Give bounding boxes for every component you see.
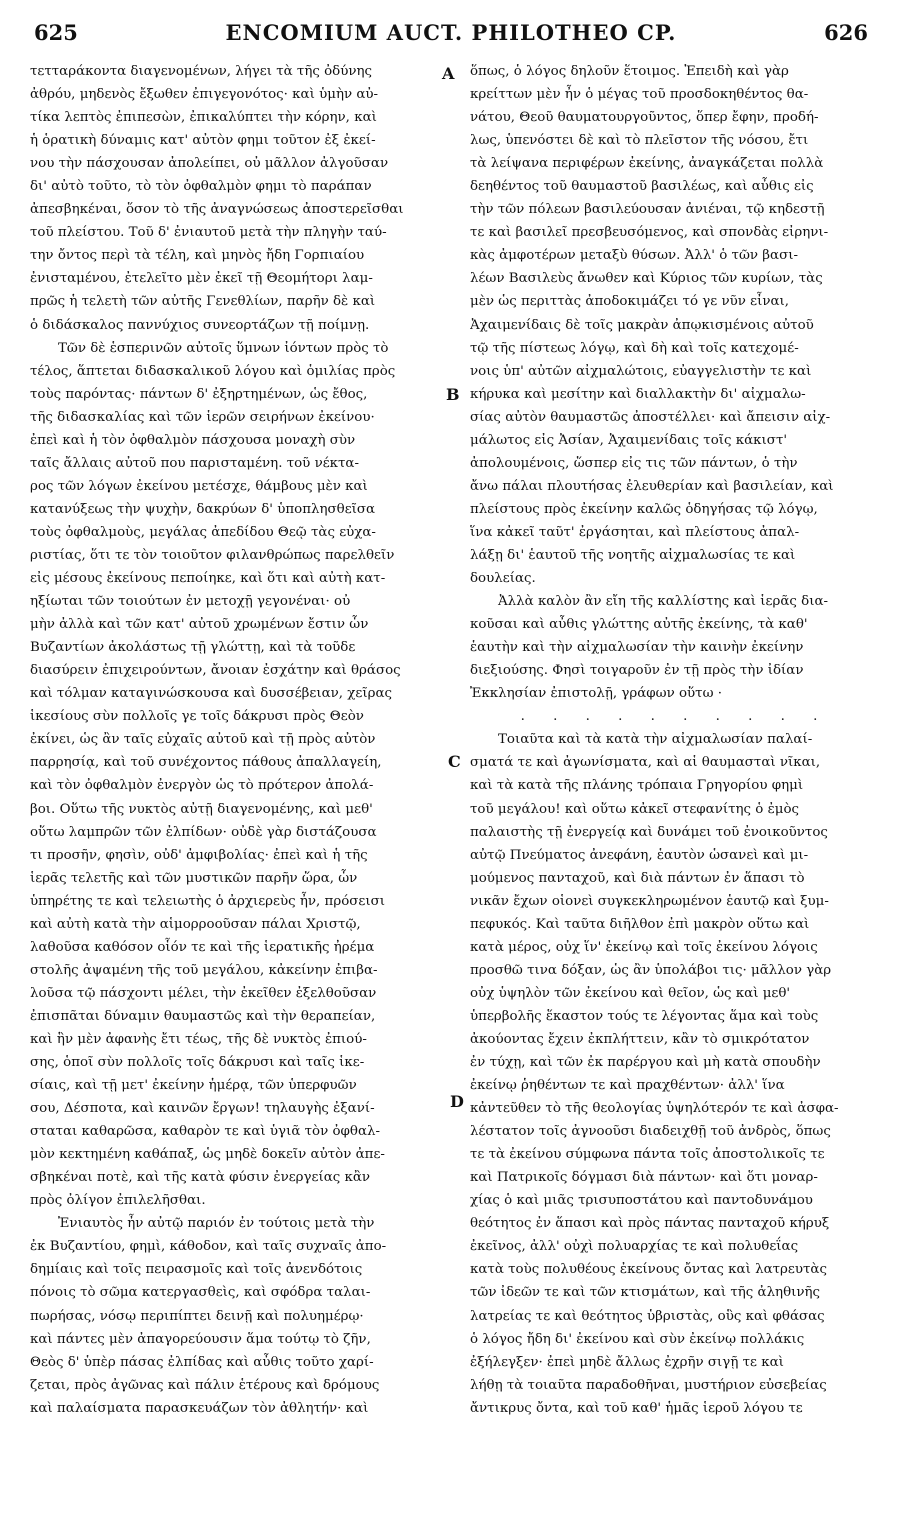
text-line: στολῆς ἀψαμένη τῆς τοῦ μεγάλου, κἀκείνην ἐπιβα- xyxy=(30,962,378,978)
text-line: μὲν ὡς περιττὰς ἀποδοκιμάζει τό γε νῦν εἶναι, xyxy=(470,294,790,310)
text-line: λοῦσα τῷ πάσχοντι μέλει, τὴν ἐκεῖθεν ἐξελθοῦσαν xyxy=(30,985,377,1001)
text-line: καὶ τὰ κατὰ τῆς πλάνης τρόπαια Γρηγορίου φημὶ xyxy=(470,778,804,794)
text-line: λαθοῦσα καθόσον οἷόν τε καὶ τῆς ἱερατικῆς ἠρέμα xyxy=(30,939,375,955)
text-line: σταται καθαρῶσα, καθαρὸν τε καὶ ὑγιᾶ τὸν ὀφθαλ- xyxy=(30,1124,381,1140)
text-line: λέστατον τοῖς ἀγνοοῦσι διαδειχθῇ τοῦ ἀνδρὸς, ὅπως xyxy=(470,1124,831,1140)
text-line: ἱερᾶς τελετῆς καὶ τῶν μυστικῶν παρῆν ὥρα, ὧν xyxy=(30,870,358,886)
text-line: ἐκ Βυζαντίου, φημὶ, κάθοδον, καὶ ταῖς συχναῖς ἀπο- xyxy=(30,1239,387,1255)
text-line: βοι. Οὕτω τῆς νυκτὸς αὐτῇ διαγενομένης, καὶ μεθ' xyxy=(30,801,373,817)
text-line: τὴν τῶν πόλεων βασιλεύουσαν ἀνιέναι, τῷ κηδεστῇ xyxy=(470,202,825,218)
text-line: ἑαυτὴν καὶ τὴν αἰχμαλωσίαν τὴν καινὴν ἐκείνην xyxy=(470,640,804,656)
text-line: νοις ὑπ' αὐτῶν αἰχμαλώτοις, εὐαγγελιστὴν τε καὶ xyxy=(470,363,812,379)
text-line: νάτου, Θεοῦ θαυματουργοῦντος, ὅπερ ἔφην, προδή- xyxy=(470,110,819,126)
text-line: ὅπως, ὁ λόγος δηλοῦν ἕτοιμος. Ἐπειδὴ καὶ γὰρ xyxy=(470,64,789,79)
text-line: κατὰ μέρος, οὐχ ἵν' ἐκείνῳ καὶ τοῖς ἐκείνου λόγοις xyxy=(470,939,818,955)
text-line: ἐκεῖνος, ἀλλ' οὐχὶ πολυαρχίας τε καὶ πολυθεΐας xyxy=(470,1239,799,1255)
text-line: καὶ αὐτὴ κατὰ τὴν αἱμορροοῦσαν πάλαι Χριστῷ, xyxy=(30,916,361,932)
text-line: κήρυκα καὶ μεσίτην καὶ διαλλακτὴν δι' αἰχμαλω- xyxy=(470,386,806,402)
text-line: πόνοις τὸ σῶμα κατεργασθεὶς, καὶ σφόδρα ταλαι- xyxy=(30,1285,371,1301)
text-line: δουλείας. xyxy=(470,571,536,587)
text-line: θεότητος ἐν ἅπασι καὶ πρὸς πάντας πανταχοῦ κήρυξ xyxy=(470,1216,830,1232)
text-line: μὸν κεκτημένη καθάπαξ, ὡς μηδὲ δοκεῖν αὐτὸν ἀπε- xyxy=(30,1147,385,1163)
text-line: πρῶς ἡ τελετὴ τῶν αὐτῆς Γενεθλίων, παρῆν δὲ καὶ xyxy=(30,294,376,310)
text-line: κατὰ τοὺς πολυθέους ἐκείνους ὄντας καὶ λατρευτὰς xyxy=(470,1262,827,1278)
text-line: σματά τε καὶ ἀγωνίσματα, καὶ αἱ θαυμασταὶ νῖκαι, xyxy=(470,755,821,771)
text-line: καὶ παλαίσματα παρασκευάζων τὸν ἀθλητήν· καὶ xyxy=(30,1400,369,1416)
left-text-column xyxy=(30,60,440,1420)
text-line: κρείττων μὲν ἦν ὁ μέγας τοῦ προσδοκηθέντος θα- xyxy=(470,87,809,103)
text-line: τε καὶ βασιλεῖ πρεσβευσόμενος, καὶ σπονδὰς εἰρηνι- xyxy=(470,225,829,241)
margin-letter-b: B xyxy=(446,385,460,404)
text-line: αὐτῷ Πνεύματος ἀνεφάνη, ἑαυτὸν ὡσανεὶ καὶ μι- xyxy=(470,847,809,863)
text-line: τοὺς ὀφθαλμοὺς, μεγάλας ἀπεδίδου Θεῷ τὰς εὐχα- xyxy=(30,524,376,540)
text-line: τετταράκοντα διαγενομένων, λήγει τὰ τῆς ὀδύνης xyxy=(30,64,373,79)
text-line: ἐκείνῳ ῥηθέντων τε καὶ πραχθέντων· ἀλλ' ἵνα xyxy=(470,1078,785,1094)
text-line: τοὺς παρόντας· πάντων δ' ἐξηρτημένων, ὡς ἔθος, xyxy=(30,386,368,402)
text-line: Βυζαντίων ἀκολάστως τῇ γλώττῃ, καὶ τὰ τοῦδε xyxy=(30,640,356,656)
text-line: ἀπολουμένοις, ὥσπερ εἰς τις τῶν πάντων, ὁ τὴν xyxy=(470,455,798,471)
text-line: ἐπισπᾶται δύναμιν θαυμαστῶς καὶ τὴν θεραπείαν, xyxy=(30,1008,376,1024)
text-line: την ὄντος περὶ τὰ τέλη, καὶ μηνὸς ἤδη Γορπιαίου xyxy=(30,248,365,264)
text-line: λατρείας τε καὶ θεότητος ὑβριστὰς, οὓς καὶ φθάσας xyxy=(470,1308,825,1324)
text-line: μάλωτος εἰς Ἀσίαν, Ἀχαιμενίδαις τοῖς κάκιστ' xyxy=(470,432,788,448)
text-line: σίαις, καὶ τῇ μετ' ἐκείνην ἡμέρᾳ, τῶν ὑπερφυῶν xyxy=(30,1078,357,1094)
right-text-column xyxy=(470,60,880,1420)
text-line: οὕτω λαμπρῶν τῶν ἐλπίδων· οὐδὲ γὰρ διστάζουσα xyxy=(30,824,377,840)
text-line: ὑπηρέτης τε καὶ τελειωτὴς ὁ ἀρχιερεὺς ἦν, πρόσεισι xyxy=(30,893,385,909)
text-line: τίκα λεπτὸς ἐπιπεσὼν, ἐπικαλύπτει τὴν κόρην, καὶ xyxy=(30,110,377,126)
text-line: ἐξήλεγξεν· ἐπεὶ μηδὲ ἄλλως ἐχρῆν σιγῇ τε καὶ xyxy=(470,1354,784,1370)
text-line: κὰς ἀμφοτέρων μεταξὺ θύσων. Ἀλλ' ὁ τῶν βασι- xyxy=(470,248,798,264)
text-line: ἐκίνει, ὡς ἂν ταῖς εὐχαῖς αὐτοῦ καὶ τῇ πρὸς αὐτὸν xyxy=(30,732,376,748)
text-line: ἐπεὶ καὶ ἡ τὸν ὀφθαλμὸν πάσχουσα μοναχὴ σὺν xyxy=(30,432,356,448)
margin-letter-d: D xyxy=(450,1092,464,1111)
text-line: κατανύξεως τὴν ψυχὴν, δακρύων δ' ὑποπλησθεῖσα xyxy=(30,501,376,517)
text-line: πωρήσας, νόσῳ περιπίπτει δεινῇ καὶ πολυημέρῳ· xyxy=(30,1308,364,1324)
text-line: ὑπερβολῆς ἕκαστον τούς τε λέγοντας ἅμα καὶ τοὺς xyxy=(470,1008,819,1024)
text-line: τῷ τῆς πίστεως λόγῳ, καὶ δὴ καὶ τοῖς κατεχομέ- xyxy=(470,340,799,356)
text-line: ταῖς ἄλλαις αὐτοῦ που παρισταμένη. τοῦ νέκτα- xyxy=(30,455,359,471)
text-line: τῆς διδασκαλίας καὶ τῶν ἱερῶν σειρήνων ἐκείνου· xyxy=(30,409,375,425)
text-line: λάξῃ δι' ἑαυτοῦ τῆς νοητῆς αἰχμαλωσίας τε καὶ xyxy=(470,547,796,563)
text-line: ὁ λόγος ἤδη δι' ἐκείνου καὶ σὺν ἐκείνῳ πολλάκις xyxy=(470,1331,805,1347)
text-line: πρὸς ὀλίγον ἐπιλελῆσθαι. xyxy=(30,1193,206,1209)
text-line: δημίαις καὶ τοῖς πειρασμοῖς καὶ τοῖς ἀνενδότοις xyxy=(30,1262,363,1278)
text-line: ἵνα κἀκεῖ ταῦτ' ἐργάσηται, καὶ πλείστους ἀπαλ- xyxy=(470,524,800,540)
text-line: πλείστους πρὸς ἐκείνην καλῶς ὁδηγήσας τῷ λόγῳ, xyxy=(470,501,818,517)
text-line: εἰς μέσους ἐκείνους πεποίηκε, καὶ ὅτι καὶ αὐτὴ κατ- xyxy=(30,571,386,587)
text-line: τοῦ μεγάλου! καὶ οὕτω κἀκεῖ στεφανίτης ὁ ἐμὸς xyxy=(470,801,800,817)
text-line: διασύρειν ἐπιχειρούντων, ἄνοιαν ἐσχάτην καὶ θράσος xyxy=(30,663,401,679)
text-line: τέλος, ἅπτεται διδασκαλικοῦ λόγου καὶ ὁμιλίας πρὸς xyxy=(30,363,396,379)
text-line: Θεὸς δ' ὑπὲρ πάσας ἐλπίδας καὶ αὖθις τοῦτο χαρί- xyxy=(30,1354,374,1370)
text-line: σίας αὐτὸν θαυμαστῶς ἀποστέλλει· καὶ ἄπεισιν αἰχ- xyxy=(470,409,831,425)
text-line: Ἐκκλησίαν ἐπιστολῇ, γράφων οὕτω · xyxy=(470,686,723,702)
text-line: δεηθέντος τοῦ θαυμαστοῦ βασιλέως, καὶ αὖθις εἰς xyxy=(470,179,814,195)
text-line: καὶ πάντες μὲν ἀπαγορεύουσιν ἅμα τούτῳ τὸ ζῆν, xyxy=(30,1331,371,1347)
text-line: κοῦσαι καὶ αὖθις γλώττης αὐτῆς ἐκείνης, τὰ καθ' xyxy=(470,617,808,633)
text-line: ἀπεσβηκέναι, ὅσον τὸ τῆς ἀναγνώσεως ἀποστερεῖσθαι xyxy=(30,202,404,218)
page-number-right: 626 xyxy=(824,20,868,45)
text-line: ἱκεσίους σὺν πολλοῖς γε τοῖς δάκρυσι πρὸς Θεὸν xyxy=(30,709,364,725)
text-line: νικᾶν ἔχων οἱονεὶ συγκεκληρωμένον ἑαυτῷ καὶ ξυμ- xyxy=(470,893,829,909)
text-line: Τοιαῦτα καὶ τὰ κατὰ τὴν αἰχμαλωσίαν παλαί- xyxy=(498,732,813,748)
text-line: καὶ τὸν ὀφθαλμὸν ἐνεργὸν ὡς τὸ πρότερον ἀπολά- xyxy=(30,778,374,794)
text-line: ζεται, πρὸς ἀγῶνας καὶ πάλιν ἑτέρους καὶ δρόμους xyxy=(30,1377,380,1393)
text-line: σης, ὁποῖ σὺν πολλοῖς τοῖς δάκρυσι καὶ ταῖς ἱκε- xyxy=(30,1055,365,1071)
text-line: ὁ διδάσκαλος παννύχιος συνεορτάζων τῇ ποίμνῃ. xyxy=(30,317,370,333)
text-line: ἐν τύχῃ, καὶ τῶν ἐκ παρέργου καὶ μὴ κατὰ σπουδὴν xyxy=(470,1055,821,1071)
text-line: λως, ὑπενόστει δὲ καὶ τὸ πλεῖστον τῆς νόσου, ἔτι xyxy=(470,133,809,149)
text-line: δι' αὐτὸ τοῦτο, τὸ τὸν ὀφθαλμὸν φημι τὸ παράπαν xyxy=(30,179,372,195)
text-line: ἄντικρυς ὄντα, καὶ τοῦ καθ' ἡμᾶς ἱεροῦ λόγου τε xyxy=(470,1400,803,1416)
text-line: καὶ Πατρικοῖς δόγμασι διὰ πάντων· καὶ ὅτι μοναρ- xyxy=(470,1170,818,1186)
text-line: χίας ὁ καὶ μιᾶς τρισυποστάτου καὶ παντοδυνάμου xyxy=(470,1193,813,1209)
text-line: κἀντεῦθεν τὸ τῆς θεολογίας ὑψηλότερόν τε καὶ ἀσφα- xyxy=(470,1101,839,1117)
text-line: ἀκούοντας ἔχειν ἐκπλήττειν, κἂν τὸ σμικρότατον xyxy=(470,1031,810,1047)
text-line: παρρησίᾳ, καὶ τοῦ συνέχοντος πάθους ἀπαλλαγείη, xyxy=(30,755,382,771)
page-number-left: 625 xyxy=(34,20,78,45)
text-line: Ἀχαιμενίδαις δὲ τοῖς μακρὰν ἀπῳκισμένοις αὐτοῦ xyxy=(470,317,814,333)
text-line: ἐνισταμένου, ἐτελεῖτο μὲν ἐκεῖ τῇ Θεομήτορι λαμ- xyxy=(30,271,373,287)
page-header xyxy=(28,20,874,54)
text-line: παλαιστὴς τῇ ἐνεργείᾳ καὶ δυνάμει τοῦ ἐνοικοῦντος xyxy=(470,824,828,840)
text-line: λέων Βασιλεὺς ἄνωθεν καὶ Κύριος τῶν κυρίων, τὰς xyxy=(470,271,823,287)
text-line: τε τὰ ἐκείνου σύμφωνα πάντα τοῖς ἀποστολικοῖς τε xyxy=(470,1147,825,1163)
text-line: καὶ τόλμαν καταγινώσκουσα καὶ δυσσέβειαν, χεῖρας xyxy=(30,686,393,702)
text-line: Τῶν δὲ ἑσπερινῶν αὐτοῖς ὕμνων ἰόντων πρὸς τὸ xyxy=(58,340,389,356)
text-line: Ἐνιαυτὸς ἦν αὐτῷ παριόν ἐν τούτοις μετὰ τὴν xyxy=(58,1216,375,1232)
margin-letter-c: C xyxy=(448,752,461,771)
text-line: ρος τῶν λόγων ἐκείνου μετέσχε, θάμβους μὲν καὶ xyxy=(30,478,368,494)
text-line: προσθῶ τινα δόξαν, ὡς ἂν ὑπολάβοι τις· μᾶλλον γὰρ xyxy=(470,962,832,978)
text-line: τι προσῆν, φησὶν, οὐδ' ἀμφιβολίας· ἐπεὶ καὶ ἡ τῆς xyxy=(30,847,368,863)
text-line: τοῦ πλείστου. Τοῦ δ' ἐνιαυτοῦ μετὰ τὴν πληγὴν ταύ- xyxy=(30,225,387,241)
text-line: διεξιούσης. Φησὶ τοιγαροῦν ἐν τῇ πρὸς τὴν ἰδίαν xyxy=(470,663,804,679)
text-line: νου τὴν πάσχουσαν ἀπολείπει, οὐ μᾶλλον ἀλγοῦσαν xyxy=(30,156,389,172)
text-line: λήθῃ τὰ τοιαῦτα παραδοθῆναι, μυστήριον εὐσεβείας xyxy=(470,1377,827,1393)
margin-letter-a: A xyxy=(442,64,455,83)
text-line: μούμενος πανταχοῦ, καὶ διὰ πάντων ἐν ἅπασι τὸ xyxy=(470,870,805,886)
text-line: πεφυκός. Καὶ ταῦτα διῆλθον ἐπὶ μακρὸν οὕτω καὶ xyxy=(470,916,810,932)
text-line: καὶ ἣν μὲν ἀφανὴς ἔτι τέως, τῆς δὲ νυκτὸς ἐπιού- xyxy=(30,1031,367,1047)
text-line: ηξίωται τῶν τοιούτων ἐν μετοχῇ γεγονέναι· οὐ xyxy=(30,594,351,610)
text-line: μὴν ἀλλὰ καὶ τῶν κατ' αὐτοῦ χρωμένων ἔστιν ὧν xyxy=(30,617,369,633)
text-line: οὐχ ὑψηλὸν τῶν ἐκείνου καὶ θεῖον, ὡς καὶ μεθ' xyxy=(470,985,791,1001)
text-line: τὰ λείψανα περιφέρων ἐκείνης, ἀναγκάζεται πολλὰ xyxy=(470,156,824,172)
text-line: ἄνω πάλαι πλουτήσας ἐλευθερίαν καὶ βασιλείαν, καὶ xyxy=(470,478,834,494)
text-line: σου, Δέσποτα, καὶ καινῶν ἔργων! τηλαυγὴς ἐξανί- xyxy=(30,1101,375,1117)
text-line: τῶν ἰδεῶν τε καὶ τῶν κτισμάτων, καὶ τῆς ἀληθινῆς xyxy=(470,1285,821,1301)
text-line: . . . . . . . . . . xyxy=(520,709,830,725)
text-line: ἀθρόυ, μηδενὸς ἔξωθεν ἐπιγεγονότος· καὶ ὑμὴν αὐ- xyxy=(30,87,379,103)
text-line: Ἀλλὰ καλὸν ἂν εἴη τῆς καλλίστης καὶ ἱερᾶς δια- xyxy=(498,594,829,610)
text-line: ἡ ὁρατικὴ δύναμις κατ' αὐτὸν φημι τοῦτον ἐξ ἐκεί- xyxy=(30,133,376,149)
text-line: σβηκέναι ποτὲ, καὶ τῆς κατὰ φύσιν ἐνεργείας κἂν xyxy=(30,1170,371,1186)
text-line: ριστίας, ὅτι τε τὸν τοιοῦτον φιλανθρώπως παρελθεῖν xyxy=(30,547,395,563)
running-title: ENCOMIUM AUCT. PHILOTHEO CP. xyxy=(225,20,677,45)
